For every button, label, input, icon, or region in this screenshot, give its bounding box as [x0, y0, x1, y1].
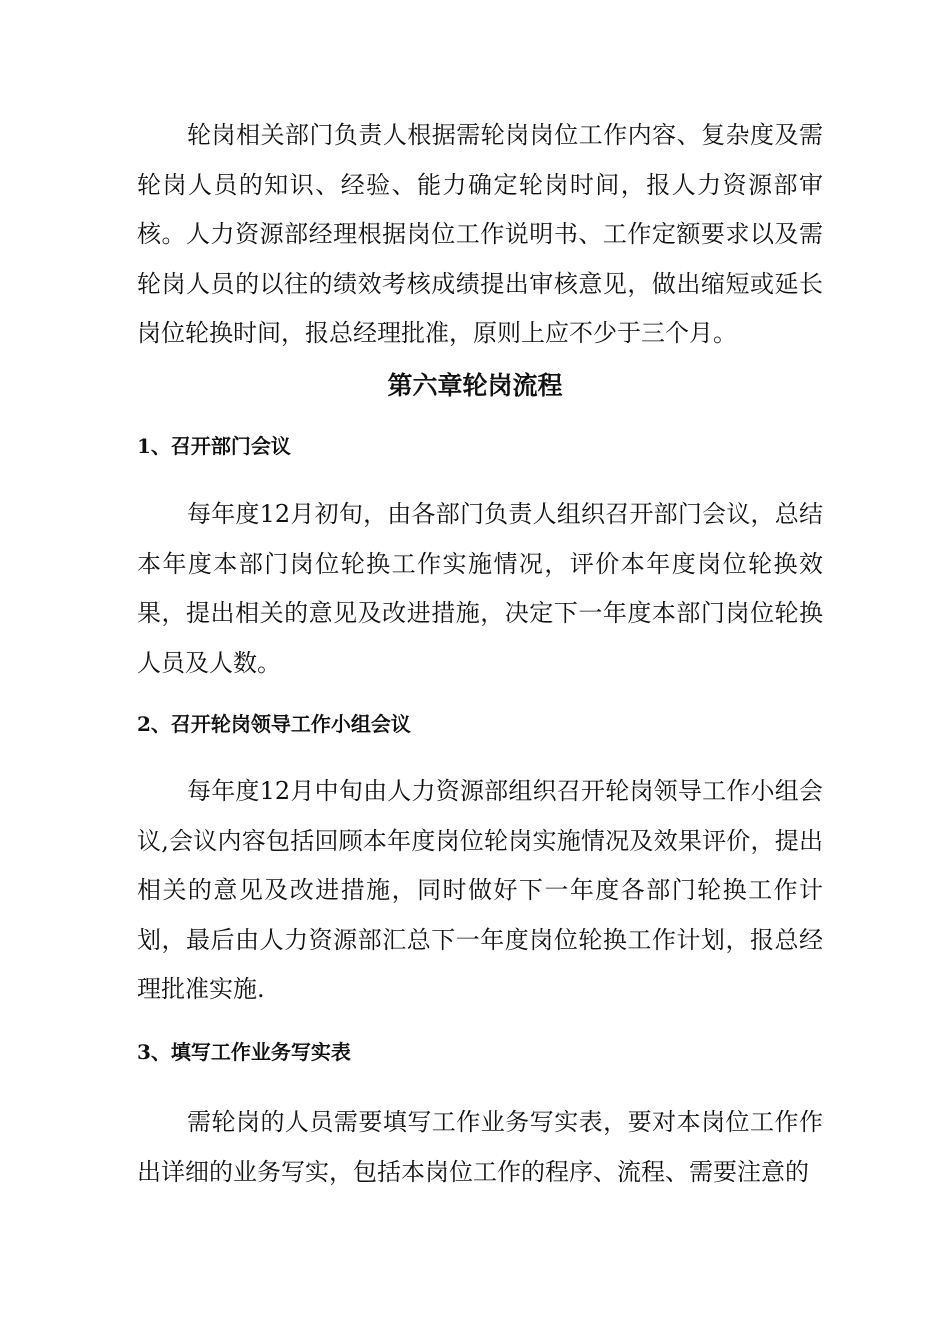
section-1-body: 每年度12月初旬，由各部门负责人组织召开部门会议，总结本年度本部门岗位轮换工作实施情况，评价本年度岗位轮换效果，提出相关的意见及改进措施，决定下一年度本部门岗位轮换人员及人数。	[137, 500, 823, 677]
paragraph-rotation-duration: 轮岗相关部门负责人根据需轮岗岗位工作内容、复杂度及需轮岗人员的知识、经验、能力确定轮岗时间，报人力资源部审核。人力资源部经理根据岗位工作说明书、工作定额要求以及需轮岗人员的以往的绩效考核成绩提出审核意见，做出缩短或延长岗位轮换时间，报总经理批准，原则上应不少于三个月。	[137, 121, 823, 347]
section-1-title: 1、召开部门会议	[137, 434, 291, 458]
section-2-body: 每年度12月中旬由人力资源部组织召开轮岗领导工作小组会议,会议内容包括回顾本年度岗位轮岗实施情况及效果评价，提出相关的意见及改进措施，同时做好下一年度各部门轮换工作计划，最后由人力资源部汇总下一年度岗位轮换工作计划，报总经理批准实施.	[137, 777, 823, 1003]
section-3-title: 3、填写工作业务写实表	[137, 1040, 351, 1064]
section-3-body: 需轮岗的人员需要填写工作业务写实表，要对本岗位工作作出详细的业务写实，包括本岗位工作的程序、流程、需要注意的	[137, 1108, 823, 1186]
chapter-heading: 第六章轮岗流程	[387, 371, 563, 400]
section-2-title: 2、召开轮岗领导工作小组会议	[137, 712, 411, 736]
